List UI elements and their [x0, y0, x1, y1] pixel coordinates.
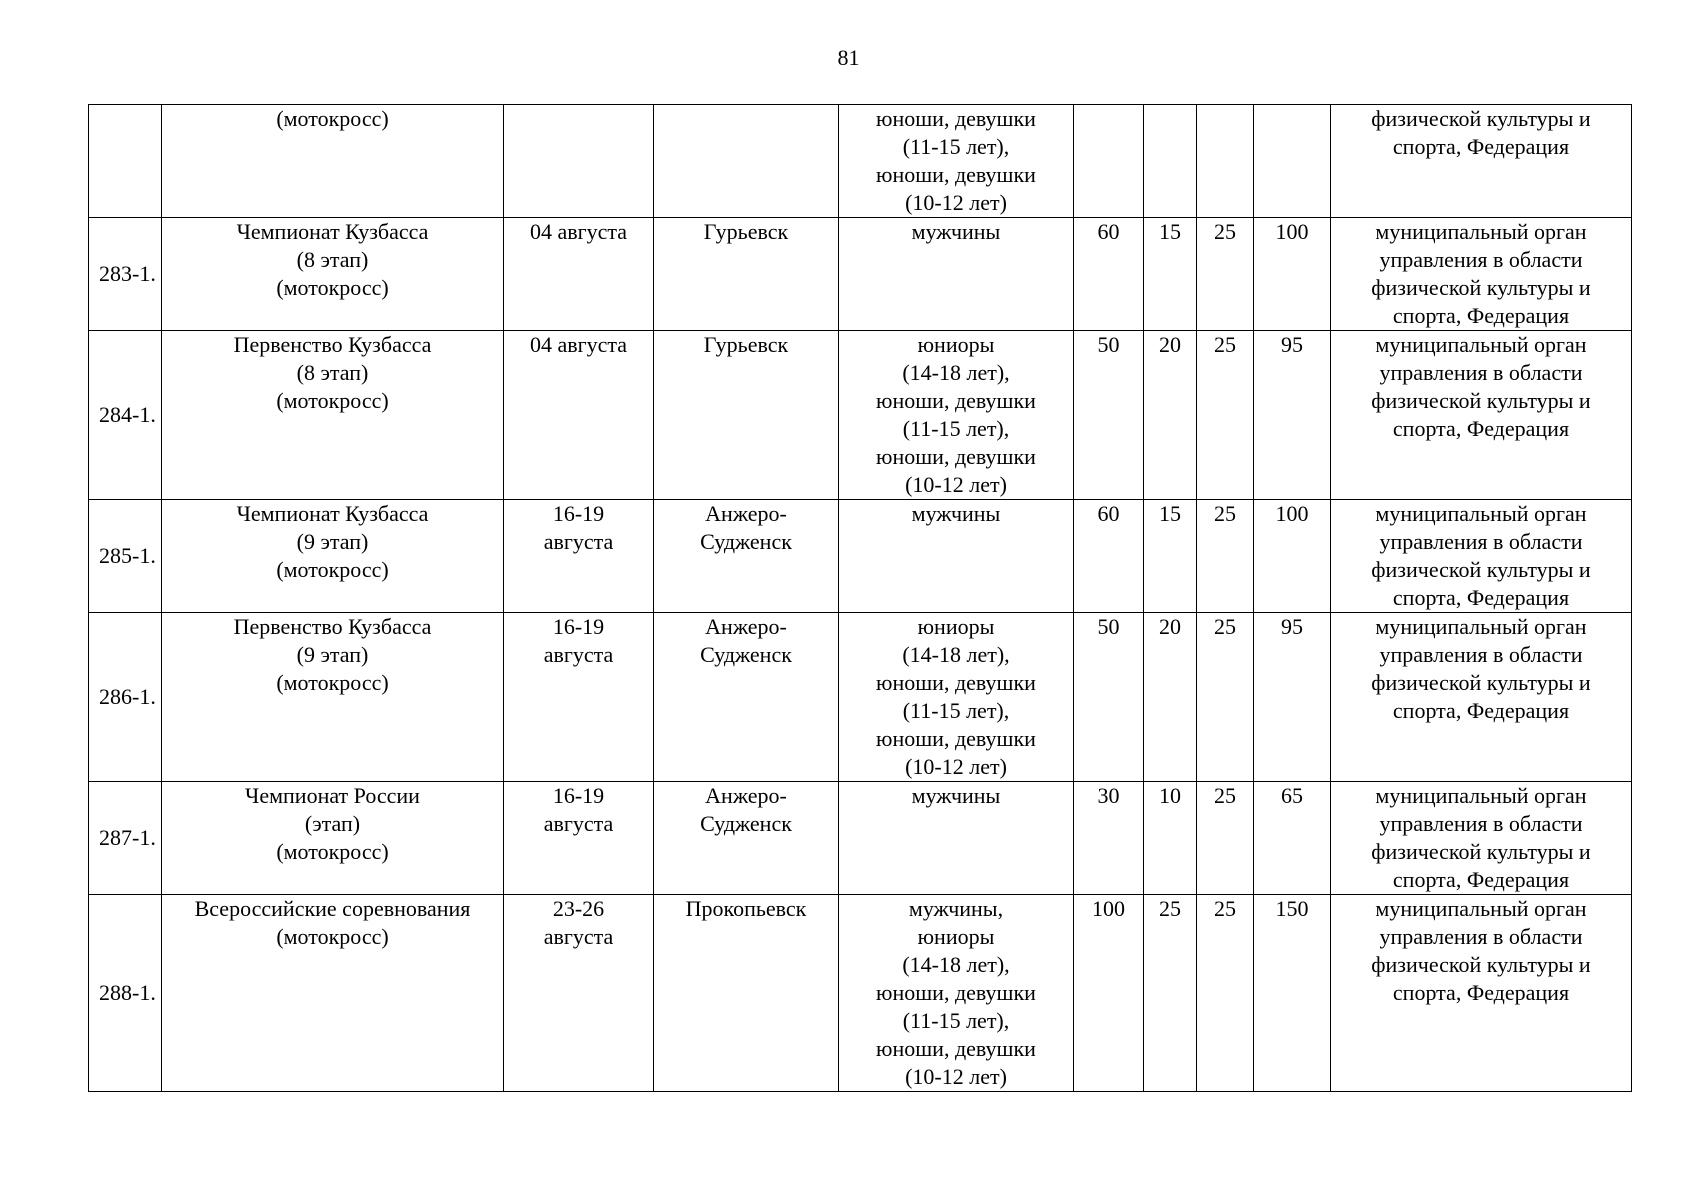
cell-text-line: юниоры [917, 614, 995, 639]
cell-text-line: муниципальный орган [1375, 783, 1587, 808]
table-row [89, 782, 1632, 895]
cell-text-line: управления в области [1379, 529, 1583, 554]
cell-text-line: юноши, девушки [876, 670, 1036, 695]
organizer-cell [1331, 500, 1632, 613]
cell-text-line: (мотокросс) [276, 839, 389, 864]
cell-text-line: (мотокросс) [276, 106, 389, 131]
cell-text-line: юноши, девушки [876, 1036, 1036, 1061]
cell-text-line: Судженск [700, 642, 792, 667]
count-cell-2: 25 [1144, 895, 1197, 1092]
event-date-cell [504, 895, 654, 1092]
cell-text-line: муниципальный орган [1375, 219, 1587, 244]
event-number-cell: 287-1. [89, 782, 162, 895]
cell-text-line: физической культуры и [1371, 275, 1591, 300]
cell-text-line: физической культуры и [1371, 388, 1591, 413]
count-cell-3: 25 [1197, 331, 1254, 500]
cell-text-line: (мотокросс) [276, 670, 389, 695]
organizer-cell [1331, 613, 1632, 782]
count-cell-2: 20 [1144, 613, 1197, 782]
cell-text-line: юниоры [917, 332, 995, 357]
cell-text-line: Первенство Кузбасса [233, 332, 432, 357]
cell-text-line: (9 этап) [296, 529, 369, 554]
count-total-cell: 100 [1254, 500, 1331, 613]
count-cell-3: 25 [1197, 782, 1254, 895]
table-row [89, 895, 1632, 1092]
cell-text-line: (мотокросс) [276, 388, 389, 413]
cell-text-line: муниципальный орган [1375, 501, 1587, 526]
event-place-cell [654, 218, 839, 331]
event-name-cell [162, 782, 504, 895]
event-place-cell [654, 895, 839, 1092]
count-total-cell: 65 [1254, 782, 1331, 895]
count-cell-1: 100 [1074, 895, 1144, 1092]
count-cell-1: 60 [1074, 500, 1144, 613]
count-total-cell [1254, 105, 1331, 218]
cell-text-line: муниципальный орган [1375, 332, 1587, 357]
cell-text-line: (мотокросс) [276, 275, 389, 300]
cell-text-line: Первенство Кузбасса [233, 614, 432, 639]
cell-text-line: спорта, Федерация [1392, 303, 1570, 328]
events-table-body [89, 105, 1632, 1092]
count-cell-1: 50 [1074, 613, 1144, 782]
cell-text-line: управления в области [1379, 247, 1583, 272]
cell-text-line: (10-12 лет) [905, 472, 1007, 497]
cell-text-line: 16-19 [552, 783, 605, 808]
cell-text-line: физической культуры и [1371, 557, 1591, 582]
table-row [89, 218, 1632, 331]
event-name-cell [162, 331, 504, 500]
event-name-cell [162, 218, 504, 331]
participant-category-cell [839, 613, 1074, 782]
participant-category-cell [839, 105, 1074, 218]
participant-category-cell [839, 895, 1074, 1092]
count-cell-3: 25 [1197, 613, 1254, 782]
cell-text-line: физической культуры и [1371, 106, 1591, 131]
event-place-cell [654, 331, 839, 500]
count-cell-2: 10 [1144, 782, 1197, 895]
cell-text-line: управления в области [1379, 811, 1583, 836]
event-number-cell: 288-1. [89, 895, 162, 1092]
table-row [89, 613, 1632, 782]
event-number-cell: 283-1. [89, 218, 162, 331]
cell-text-line: (10-12 лет) [905, 1064, 1007, 1089]
cell-text-line: (этап) [304, 811, 361, 836]
count-cell-3 [1197, 105, 1254, 218]
event-name-cell [162, 613, 504, 782]
cell-text-line: (14-18 лет), [902, 952, 1010, 977]
cell-text-line: Чемпионат Кузбасса [236, 501, 429, 526]
cell-text-line: юноши, девушки [876, 444, 1036, 469]
participant-category-cell [839, 331, 1074, 500]
cell-text-line: мужчины, [908, 896, 1004, 921]
count-cell-2 [1144, 105, 1197, 218]
cell-text-line: мужчины [911, 783, 1001, 808]
cell-text-line: Судженск [700, 811, 792, 836]
count-cell-3: 25 [1197, 500, 1254, 613]
cell-text-line: Анжеро- [705, 614, 787, 639]
cell-text-line: спорта, Федерация [1392, 585, 1570, 610]
event-date-cell [504, 218, 654, 331]
event-date-cell [504, 613, 654, 782]
participant-category-cell [839, 218, 1074, 331]
organizer-cell [1331, 782, 1632, 895]
cell-text-line: Судженск [700, 529, 792, 554]
event-place-cell [654, 500, 839, 613]
cell-text-line: (10-12 лет) [905, 190, 1007, 215]
cell-text-line: 04 августа [529, 332, 628, 357]
cell-text-line: Чемпионат Кузбасса [236, 219, 429, 244]
count-cell-1: 50 [1074, 331, 1144, 500]
cell-text-line: (14-18 лет), [902, 642, 1010, 667]
count-cell-3: 25 [1197, 895, 1254, 1092]
cell-text-line: (8 этап) [296, 247, 369, 272]
count-total-cell: 95 [1254, 331, 1331, 500]
cell-text-line: юноши, девушки [876, 980, 1036, 1005]
cell-text-line: Прокопьевск [685, 896, 807, 921]
cell-text-line: 16-19 [552, 501, 605, 526]
participant-category-cell [839, 500, 1074, 613]
cell-text-line: спорта, Федерация [1392, 416, 1570, 441]
count-total-cell: 150 [1254, 895, 1331, 1092]
count-total-cell: 100 [1254, 218, 1331, 331]
event-name-cell [162, 895, 504, 1092]
cell-text-line: (11-15 лет), [902, 698, 1010, 723]
count-cell-1: 30 [1074, 782, 1144, 895]
cell-text-line: (14-18 лет), [902, 360, 1010, 385]
cell-text-line: физической культуры и [1371, 952, 1591, 977]
cell-text-line: (11-15 лет), [902, 416, 1010, 441]
cell-text-line: юниоры [917, 924, 995, 949]
cell-text-line: Чемпионат России [245, 783, 420, 808]
cell-text-line: (9 этап) [296, 642, 369, 667]
count-cell-2: 15 [1144, 500, 1197, 613]
event-name-cell [162, 105, 504, 218]
cell-text-line: мужчины [911, 219, 1001, 244]
cell-text-line: юноши, девушки [876, 162, 1036, 187]
cell-text-line: (11-15 лет), [902, 134, 1010, 159]
cell-text-line: Гурьевск [703, 219, 789, 244]
cell-text-line: 04 августа [529, 219, 628, 244]
organizer-cell [1331, 218, 1632, 331]
cell-text-line: (8 этап) [296, 360, 369, 385]
cell-text-line: (11-15 лет), [902, 1008, 1010, 1033]
cell-text-line: Гурьевск [703, 332, 789, 357]
page-number: 81 [837, 45, 860, 70]
cell-text-line: Анжеро- [705, 783, 787, 808]
cell-text-line: спорта, Федерация [1392, 698, 1570, 723]
table-row [89, 331, 1632, 500]
cell-text-line: Анжеро- [705, 501, 787, 526]
count-total-cell: 95 [1254, 613, 1331, 782]
event-place-cell [654, 782, 839, 895]
cell-text-line: августа [543, 529, 614, 554]
cell-text-line: августа [543, 811, 614, 836]
cell-text-line: юноши, девушки [876, 726, 1036, 751]
cell-text-line: муниципальный орган [1375, 614, 1587, 639]
cell-text-line: 16-19 [552, 614, 605, 639]
organizer-cell [1331, 895, 1632, 1092]
organizer-cell [1331, 331, 1632, 500]
count-cell-3: 25 [1197, 218, 1254, 331]
cell-text-line: августа [543, 642, 614, 667]
cell-text-line: управления в области [1379, 360, 1583, 385]
event-date-cell [504, 105, 654, 218]
count-cell-2: 15 [1144, 218, 1197, 331]
event-date-cell [504, 500, 654, 613]
cell-text-line: юноши, девушки [876, 388, 1036, 413]
cell-text-line: спорта, Федерация [1392, 134, 1570, 159]
cell-text-line: (10-12 лет) [905, 754, 1007, 779]
events-table [88, 104, 1632, 1092]
cell-text-line: 23-26 [552, 896, 605, 921]
table-row [89, 105, 1632, 218]
cell-text-line: (мотокросс) [276, 557, 389, 582]
cell-text-line: юноши, девушки [876, 106, 1036, 131]
table-row [89, 500, 1632, 613]
cell-text-line: Всероссийские соревнования [194, 896, 471, 921]
event-place-cell [654, 105, 839, 218]
cell-text-line: управления в области [1379, 924, 1583, 949]
cell-text-line: муниципальный орган [1375, 896, 1587, 921]
cell-text-line: августа [543, 924, 614, 949]
event-place-cell [654, 613, 839, 782]
count-cell-2: 20 [1144, 331, 1197, 500]
event-number-cell [89, 105, 162, 218]
participant-category-cell [839, 782, 1074, 895]
event-number-cell: 284-1. [89, 331, 162, 500]
cell-text-line: управления в области [1379, 642, 1583, 667]
event-name-cell [162, 500, 504, 613]
cell-text-line: физической культуры и [1371, 670, 1591, 695]
count-cell-1: 60 [1074, 218, 1144, 331]
cell-text-line: физической культуры и [1371, 839, 1591, 864]
cell-text-line: мужчины [911, 501, 1001, 526]
organizer-cell [1331, 105, 1632, 218]
cell-text-line: спорта, Федерация [1392, 980, 1570, 1005]
event-date-cell [504, 331, 654, 500]
cell-text-line: спорта, Федерация [1392, 867, 1570, 892]
cell-text-line: (мотокросс) [276, 924, 389, 949]
count-cell-1 [1074, 105, 1144, 218]
event-number-cell: 286-1. [89, 613, 162, 782]
event-number-cell: 285-1. [89, 500, 162, 613]
event-date-cell [504, 782, 654, 895]
